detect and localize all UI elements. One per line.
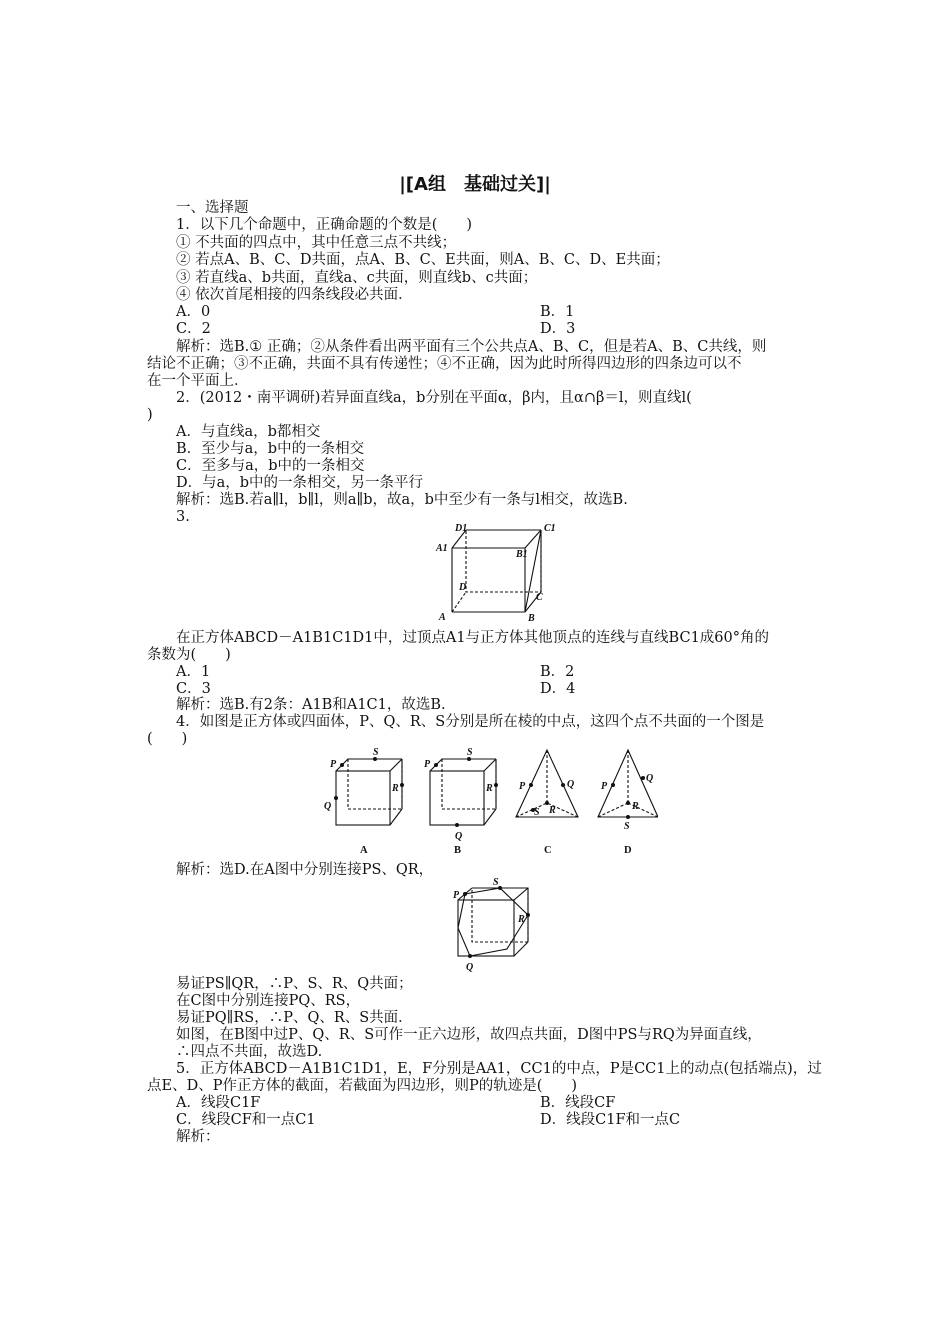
svg-text:S: S	[624, 821, 630, 832]
q1-item-4: ④ 依次首尾相接的四条线段必共面．	[176, 287, 413, 303]
q5-analysis: 解析：	[176, 1129, 220, 1145]
svg-text:Q: Q	[567, 779, 575, 790]
tetra-c	[516, 750, 578, 856]
label-c: C	[536, 592, 543, 603]
q4-analysis-2: 易证PS∥QR，∴P、S、R、Q共面；	[176, 976, 413, 992]
label-a: A	[439, 612, 446, 623]
q1-analysis-3: 在一个平面上．	[147, 373, 249, 389]
svg-text:P: P	[424, 759, 431, 770]
svg-text:S: S	[373, 747, 379, 758]
q4-analysis-1: 解析：选D.在A图中分别连接PS、QR，	[176, 862, 434, 878]
q3-option-b: B．2	[540, 664, 575, 680]
q1-option-b: B．1	[540, 304, 575, 320]
section-heading: 一、选择题	[176, 200, 249, 216]
q2-analysis: 解析：选B.若a∥l，b∥l，则a∥b，故a，b中至少有一条与l相交，故选B.	[176, 492, 628, 508]
question-3-stem-cont: 条数为( )	[147, 647, 231, 663]
label-b: B	[528, 613, 535, 624]
q1-option-d: D．3	[540, 321, 576, 337]
cube-figure-q3	[430, 520, 560, 625]
q1-item-2: ② 若点A、B、C、D共面，点A、B、C、E共面，则A、B、C、D、E共面；	[176, 252, 670, 268]
label-c1: C1	[544, 523, 556, 534]
q5-option-d: D．线段C1F和一点C	[540, 1112, 681, 1128]
question-1-stem: 1．以下几个命题中，正确命题的个数是( )	[176, 217, 473, 233]
svg-text:R: R	[486, 783, 493, 794]
svg-text:R: R	[518, 914, 525, 925]
q4-analysis-5: 如图，在B图中过P、Q、R、S可作一正六边形，故四点共面，D图中PS与RQ为异面直线，	[176, 1027, 762, 1043]
question-3-number: 3.	[176, 509, 190, 525]
q4-analysis-6: ∴四点不共面，故选D.	[176, 1044, 323, 1060]
q1-option-c: C．2	[176, 321, 211, 337]
svg-text:P: P	[519, 781, 526, 792]
q3-option-d: D．4	[540, 681, 576, 697]
q5-option-a: A．线段C1F	[176, 1095, 261, 1111]
tetra-d	[598, 750, 658, 856]
q1-option-a: A．0	[176, 304, 211, 320]
q1-analysis-1: 解析：选B.① 正确；②从条件看出两平面有三个公共点A、B、C，但是若A、B、C共线，则	[176, 339, 767, 355]
q4-analysis-4: 易证PQ∥RS，∴P、Q、R、S共面．	[176, 1010, 413, 1026]
svg-text:S: S	[467, 747, 473, 758]
caption-c: C	[544, 845, 552, 856]
caption-d: D	[624, 845, 632, 856]
q5-option-c: C．线段CF和一点C1	[176, 1112, 316, 1128]
svg-text:R: R	[549, 805, 556, 816]
question-4-stem-cont: ( )	[147, 731, 188, 747]
caption-b: B	[454, 845, 462, 856]
cube-figure-q4-analysis	[448, 878, 538, 974]
label-a1: A1	[436, 543, 448, 554]
q2-option-a: A．与直线a，b都相交	[176, 424, 321, 440]
question-2-stem: 2．(2012・南平调研)若异面直线a，b分别在平面α，β内，且α∩β＝l，则直线l(	[176, 390, 692, 406]
question-4-stem: 4．如图是正方体或四面体，P、Q、R、S分别是所在棱的中点，这四个点不共面的一个图是	[176, 714, 765, 730]
q2-option-d: D．与a，b中的一条相交，另一条平行	[176, 475, 424, 491]
q1-analysis-2: 结论不正确；③不正确，共面不具有传递性；④不正确，因为此时所得四边形的四条边可以不	[147, 356, 742, 372]
q5-option-b: B．线段CF	[540, 1095, 616, 1111]
question-5-stem: 5．正方体ABCD－A1B1C1D1，E，F分别是AA1，CC1的中点，P是CC1上的动点(包括端点)，过	[176, 1061, 822, 1077]
cube-b	[424, 747, 498, 856]
question-3-stem: 在正方体ABCD－A1B1C1D1中，过顶点A1与正方体其他顶点的连线与直线BC1成60°角的	[176, 630, 770, 646]
svg-text:R: R	[632, 801, 639, 812]
question-2-stem-cont: )	[147, 407, 153, 423]
q1-item-3: ③ 若直线a、b共面，直线a、c共面，则直线b、c共面；	[176, 270, 538, 286]
svg-text:S: S	[534, 807, 540, 818]
section-title: |[A组 基础过关]|	[399, 174, 551, 195]
svg-text:S: S	[493, 878, 499, 888]
svg-text:R: R	[392, 783, 399, 794]
q2-option-c: C．至多与a，b中的一条相交	[176, 458, 365, 474]
q1-item-1: ① 不共面的四点中，其中任意三点不共线；	[176, 235, 457, 251]
svg-text:P: P	[601, 781, 608, 792]
q2-option-b: B．至少与a，b中的一条相交	[176, 441, 365, 457]
question-5-stem-cont: 点E、D、P作正方体的截面，若截面为四边形，则P的轨迹是( )	[147, 1078, 578, 1094]
caption-a: A	[360, 845, 368, 856]
svg-text:Q: Q	[455, 831, 463, 842]
label-d: D	[459, 582, 467, 593]
cube-a	[324, 747, 404, 856]
label-d1: D1	[455, 523, 468, 534]
q3-analysis: 解析：选B.有2条：A1B和A1C1，故选B.	[176, 697, 446, 713]
q4-analysis-3: 在C图中分别连接PQ、RS，	[176, 993, 361, 1009]
figures-q4	[318, 745, 658, 860]
label-b1: B1	[516, 549, 528, 560]
svg-text:Q: Q	[324, 801, 332, 812]
svg-text:P: P	[453, 890, 460, 901]
svg-text:P: P	[330, 759, 337, 770]
svg-text:Q: Q	[646, 773, 654, 784]
q3-option-a: A．1	[176, 664, 211, 680]
q3-option-c: C．3	[176, 681, 211, 697]
svg-text:Q: Q	[466, 962, 474, 973]
